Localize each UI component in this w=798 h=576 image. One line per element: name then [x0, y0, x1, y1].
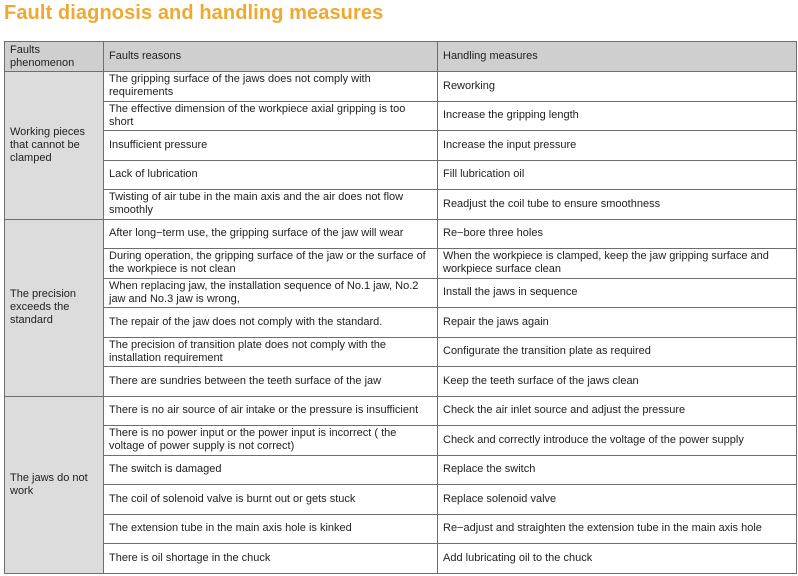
- table-row: [5, 160, 797, 190]
- reason-cell: Twisting of air tube in the main axis and the air does not flow smoothly: [104, 190, 438, 220]
- table-row: [5, 337, 797, 367]
- measure-cell: Re−adjust and straighten the extension tube in the main axis hole: [438, 514, 797, 544]
- fault-table: [4, 41, 797, 574]
- table-row: [5, 249, 797, 279]
- table-row: [5, 396, 797, 426]
- measure-cell: Fill lubrication oil: [438, 160, 797, 190]
- measure-cell: Install the jaws in sequence: [438, 278, 797, 308]
- reason-cell: The repair of the jaw does not comply with the standard.: [104, 308, 438, 338]
- reason-cell: There is no power input or the power input is incorrect ( the voltage of power supply is not correct): [104, 426, 438, 456]
- phenomenon-cell: The precision exceeds the standard: [5, 219, 104, 396]
- table-row: [5, 514, 797, 544]
- table-row: [5, 278, 797, 308]
- table-body: [5, 72, 797, 574]
- reason-cell: Insufficient pressure: [104, 131, 438, 161]
- table-row: [5, 455, 797, 485]
- measure-cell: Increase the input pressure: [438, 131, 797, 161]
- measure-cell: Increase the gripping length: [438, 101, 797, 131]
- table-row: [5, 544, 797, 574]
- reason-cell: There is oil shortage in the chuck: [104, 544, 438, 574]
- reason-cell: The switch is damaged: [104, 455, 438, 485]
- reason-cell: The effective dimension of the workpiece axial gripping is too short: [104, 101, 438, 131]
- measure-cell: Check and correctly introduce the voltage of the power supply: [438, 426, 797, 456]
- table-row: [5, 485, 797, 515]
- reason-cell: When replacing jaw, the installation sequence of No.1 jaw, No.2 jaw and No.3 jaw is wrong,: [104, 278, 438, 308]
- measure-cell: Configurate the transition plate as required: [438, 337, 797, 367]
- reason-cell: The precision of transition plate does not comply with the installation requirement: [104, 337, 438, 367]
- measure-cell: Re−bore three holes: [438, 219, 797, 249]
- table-row: [5, 190, 797, 220]
- header-reasons: Faults reasons: [104, 42, 438, 72]
- table-row: [5, 101, 797, 131]
- header-measures: Handling measures: [438, 42, 797, 72]
- table-row: [5, 367, 797, 397]
- table-row: [5, 131, 797, 161]
- reason-cell: During operation, the gripping surface of the jaw or the surface of the workpiece is not clean: [104, 249, 438, 279]
- measure-cell: Reworking: [438, 72, 797, 102]
- table-row: [5, 426, 797, 456]
- reason-cell: The extension tube in the main axis hole is kinked: [104, 514, 438, 544]
- reason-cell: There is no air source of air intake or the pressure is insufficient: [104, 396, 438, 426]
- measure-cell: Replace the switch: [438, 455, 797, 485]
- measure-cell: Keep the teeth surface of the jaws clean: [438, 367, 797, 397]
- measure-cell: Repair the jaws again: [438, 308, 797, 338]
- measure-cell: When the workpiece is clamped, keep the jaw gripping surface and workpiece surface clean: [438, 249, 797, 279]
- reason-cell: The coil of solenoid valve is burnt out or gets stuck: [104, 485, 438, 515]
- table-row: [5, 308, 797, 338]
- page-title: Fault diagnosis and handling measures: [4, 2, 384, 24]
- measure-cell: Readjust the coil tube to ensure smoothness: [438, 190, 797, 220]
- header-phenomenon: Faults phenomenon: [5, 42, 104, 72]
- measure-cell: Add lubricating oil to the chuck: [438, 544, 797, 574]
- table-row: [5, 219, 797, 249]
- measure-cell: Check the air inlet source and adjust the pressure: [438, 396, 797, 426]
- reason-cell: After long−term use, the gripping surface of the jaw will wear: [104, 219, 438, 249]
- table-row: [5, 72, 797, 102]
- phenomenon-cell: Working pieces that cannot be clamped: [5, 72, 104, 220]
- reason-cell: The gripping surface of the jaws does not comply with requirements: [104, 72, 438, 102]
- table-header-row: [5, 42, 797, 72]
- reason-cell: Lack of lubrication: [104, 160, 438, 190]
- reason-cell: There are sundries between the teeth surface of the jaw: [104, 367, 438, 397]
- measure-cell: Replace solenoid valve: [438, 485, 797, 515]
- phenomenon-cell: The jaws do not work: [5, 396, 104, 573]
